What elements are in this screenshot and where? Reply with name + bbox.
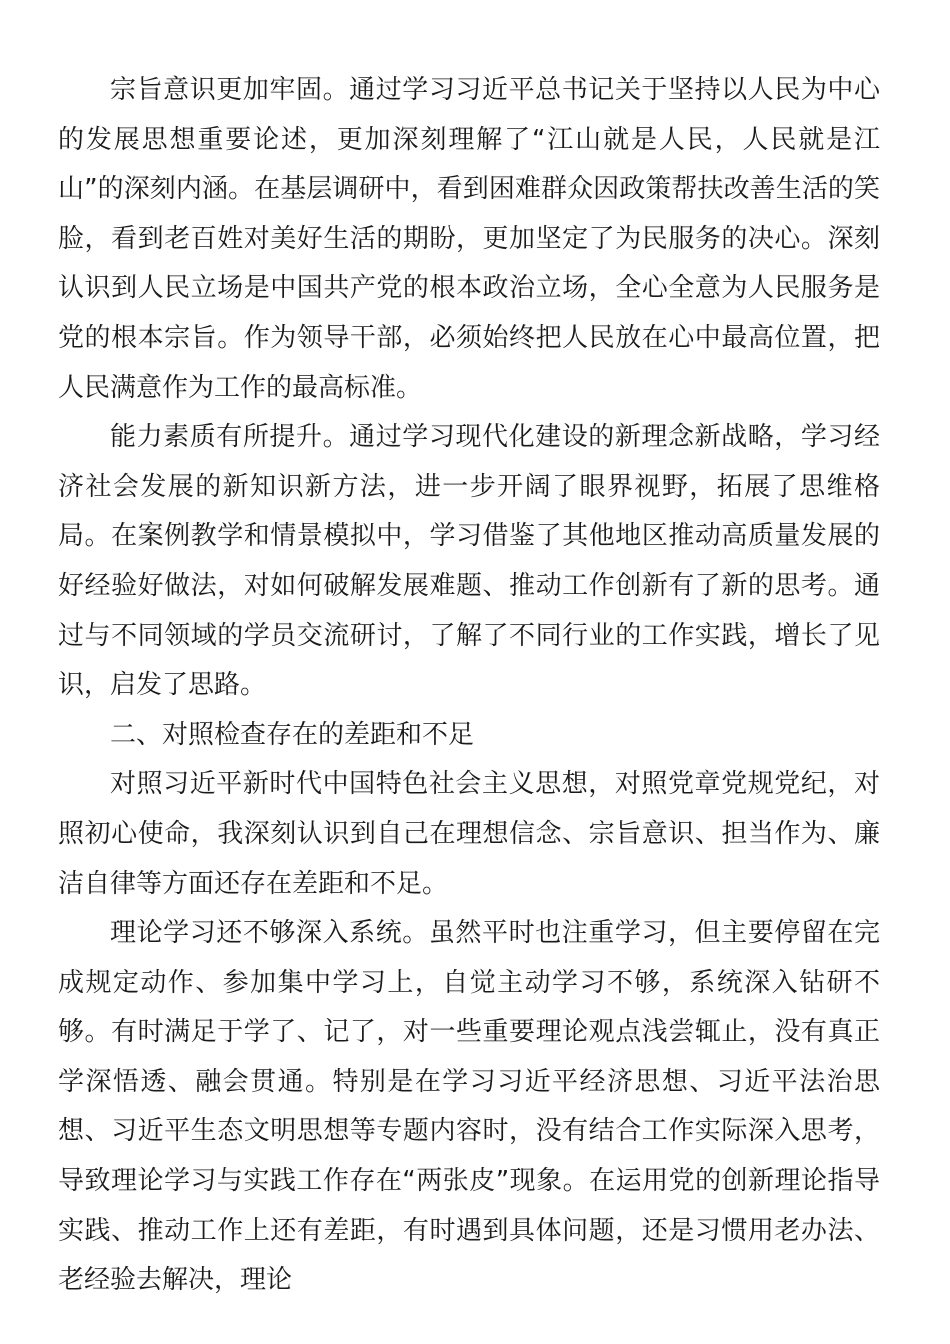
paragraph-purpose-awareness: 宗旨意识更加牢固。通过学习习近平总书记关于坚持以人民为中心的发展思想重要论述，更加深刻理解了“江山就是人民，人民就是江山”的深刻内涵。在基层调研中，看到困难群众因政策帮扶改善生活的笑脸，看到老百姓对美好生活的期盼，更加坚定了为民服务的决心。深刻认识到人民立场是中国共产党的根本政治立场，全心全意为人民服务是党的根本宗旨。作为领导干部，必须始终把人民放在心中最高位置，把人民满意作为工作的最高标准。 — [58, 75, 880, 403]
paragraph-ability-quality: 能力素质有所提升。通过学习现代化建设的新理念新战略，学习经济社会发展的新知识新方法，进一步开阔了眼界视野，拓展了思维格局。在案例教学和情景模拟中，学习借鉴了其他地区推动高质量发展的好经验好做法，对如何破解发展难题、推动工作创新有了新的思考。通过与不同领域的学员交流研讨，了解了不同行业的工作实践，增长了见识，启发了思路。 — [58, 422, 880, 701]
paragraph-comparison-intro: 对照习近平新时代中国特色社会主义思想，对照党章党规党纪，对照初心使命，我深刻认识到自己在理想信念、宗旨意识、担当作为、廉洁自律等方面还存在差距和不足。 — [58, 769, 880, 899]
paragraph-theory-study: 理论学习还不够深入系统。虽然平时也注重学习，但主要停留在完成规定动作、参加集中学习上，自觉主动学习不够，系统深入钻研不够。有时满足于学了、记了，对一些重要理论观点浅尝辄止，没有真正学深悟透、融会贯通。特别是在学习习近平经济思想、习近平法治思想、习近平生态文明思想等专题内容时，没有结合工作实际深入思考，导致理论学习与实践工作存在“两张皮”现象。在运用党的创新理论指导实践、推动工作上还有差距，有时遇到具体问题，还是习惯用老办法、老经验去解决，理论 — [58, 918, 880, 1296]
section-heading-gaps: 二、对照检查存在的差距和不足 — [110, 719, 475, 750]
document-body — [58, 66, 880, 1306]
